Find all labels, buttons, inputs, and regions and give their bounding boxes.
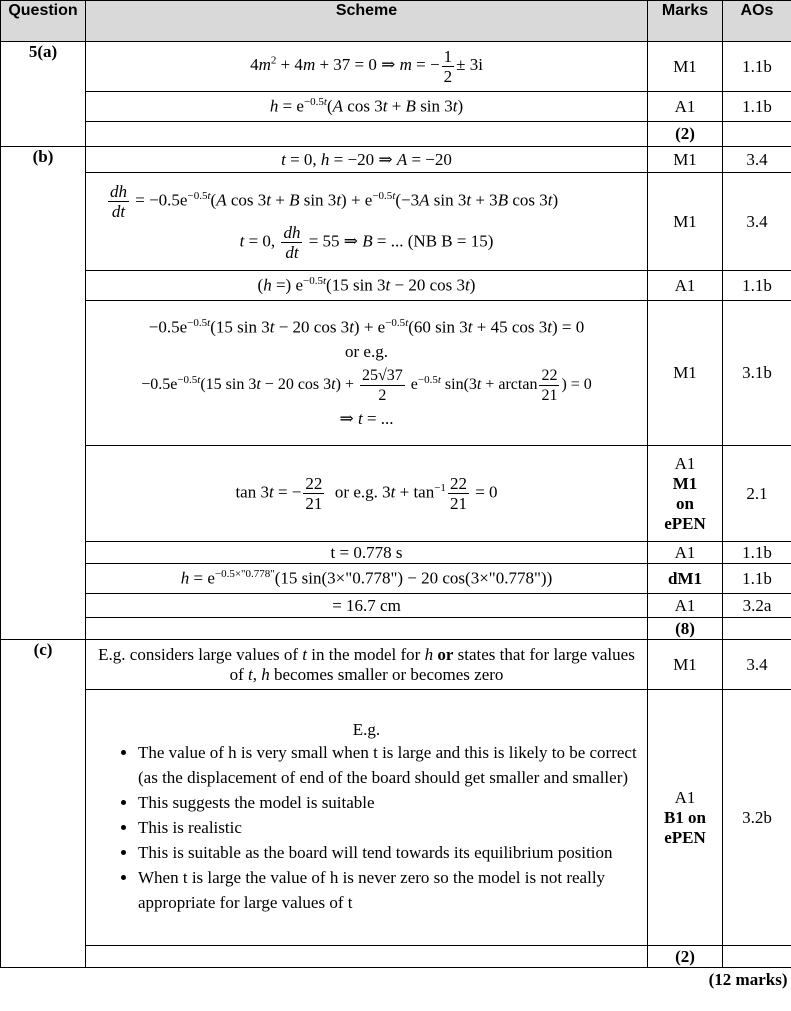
a-ao-2: 1.1b [723, 92, 791, 122]
question-b: (b) [1, 147, 86, 640]
a-scheme-1: $4m^2 + 4m + 37 = 0$ ⇒ m = − $\frac{1}{2}$ ± 3i [86, 42, 648, 92]
b-mark-5-line-3: on [676, 493, 694, 513]
question-5a: 5(a) [1, 42, 86, 147]
b-scheme-3: (h =) $e^{-0.5t}(15$ sin 3t − 20 cos 3t) [86, 271, 648, 301]
b-mark-3: A1 [648, 271, 723, 301]
c-row-2 [1, 690, 791, 946]
header-row [1, 1, 791, 42]
b-row-1 [1, 147, 791, 173]
b-mark-5-line-2: M1 [672, 473, 698, 493]
grand-total-row [1, 968, 791, 992]
b-mark-8: A1 [648, 594, 723, 618]
c-ao-1: 3.4 [723, 640, 791, 690]
c-bullet-list [90, 740, 643, 915]
c-bullet-4: • This is suitable as the board will tend towards its equilibrium position [138, 840, 643, 865]
b-scheme-7: $h = e^{-0.5\times"0.778"}(15$ sin(3×"0.778") − 20 cos(3×"0.778")) [86, 564, 648, 594]
header-marks: Marks [648, 1, 723, 42]
a-mark-2: A1 [648, 92, 723, 122]
b-mark-5 [648, 446, 723, 542]
c-bullet-5: • When t is large the value of h is never zero so the model is not really appropriate for large values of t [138, 865, 643, 915]
b-mark-6: A1 [648, 542, 723, 564]
nb-note: (NB B = 15) [407, 230, 494, 250]
c-bullet-1: • The value of h is very small when t is large and this is likely to be correct (as the displacement of end of the board should get smaller and smaller) [138, 740, 643, 790]
b-scheme-2: $\frac{dh}{dt}$ = $-0.5e^{-0.5t}(A$ cos 3t + B $\sin 3t) + e^{-0.5t}(-3A$ sin 3t + 3B cos 3t) t = 0, $\frac{dh}{dt}$ = 55 ⇒ B = ... (NB B = 15) [86, 173, 648, 271]
c-bullet-3: • This is realistic [138, 815, 643, 840]
b-ao-7: 1.1b [723, 564, 791, 594]
b-row-6 [1, 542, 791, 564]
b-mark-2: M1 [648, 173, 723, 271]
b-row-8 [1, 594, 791, 618]
b-row-3 [1, 271, 791, 301]
b-total: (8) [648, 618, 723, 640]
b-mark-5-line-4: ePEN [664, 513, 706, 533]
b-scheme-1: t = 0, h = −20 ⇒ A = −20 [86, 147, 648, 173]
b-row-7 [1, 564, 791, 594]
b-scheme-5: tan 3t = − $\frac{22}{21}$ or e.g. $3t + \tan^{-1}$ $\frac{22}{21}$ = 0 [86, 446, 648, 542]
b-mark-1: M1 [648, 147, 723, 173]
header-scheme: Scheme [86, 1, 648, 42]
c-eg: E.g. [352, 720, 381, 739]
a-total-row [1, 122, 791, 147]
a-row-2 [1, 92, 791, 122]
question-c: (c) [1, 640, 86, 968]
b-ao-8: 3.2a [723, 594, 791, 618]
header-aos: AOs [723, 1, 791, 42]
c-total-row [1, 946, 791, 968]
a-row-1 [1, 42, 791, 92]
header-question: Question [1, 1, 86, 42]
c-row-1 [1, 640, 791, 690]
c-total: (2) [648, 946, 723, 968]
c-scheme-2 [86, 690, 648, 946]
c-mark-2 [648, 690, 723, 946]
c-mark-2-line-1: A1 [674, 787, 696, 807]
b-ao-4: 3.1b [723, 301, 791, 446]
or-eg-2: or e.g. [334, 482, 378, 502]
b-scheme-6: t = 0.778 s [86, 542, 648, 564]
a-ao-1: 1.1b [723, 42, 791, 92]
c-mark-2-line-3: ePEN [664, 827, 706, 847]
grand-total: (12 marks) [1, 968, 791, 992]
b-row-5 [1, 446, 791, 542]
b-ao-3: 1.1b [723, 271, 791, 301]
c-bullet-2: • This suggests the model is suitable [138, 790, 643, 815]
c-scheme-1: E.g. considers large values of t in the model for h or states that for large values of t, h becomes smaller or becomes zero [86, 640, 648, 690]
b-row-2 [1, 173, 791, 271]
c-mark-2-line-2: B1 on [663, 807, 707, 827]
or-eg-1: or e.g. [345, 341, 388, 361]
c-mark-1: M1 [648, 640, 723, 690]
b-ao-6: 1.1b [723, 542, 791, 564]
b-ao-1: 3.4 [723, 147, 791, 173]
b-mark-7: dM1 [648, 564, 723, 594]
b-row-4 [1, 301, 791, 446]
b-scheme-8: = 16.7 cm [86, 594, 648, 618]
b-mark-4: M1 [648, 301, 723, 446]
b-ao-5: 2.1 [723, 446, 791, 542]
b-total-row [1, 618, 791, 640]
a-total: (2) [648, 122, 723, 147]
a-mark-1: M1 [648, 42, 723, 92]
b-scheme-4: $-0.5e^{-0.5t}(15$ sin 3t − 20 $\cos 3t) + e^{-0.5t}(60$ sin 3t + 45 cos 3t) = 0 or e.g. $-0.5e^{-0.5t}(15$ sin 3t − 20 cos 3t) + $\frac{25√37}{2}$ $e^{-0.5t}$ sin(3t + arctan $\frac{22}{21}$ ) = 0 ⇒ t = ... [86, 301, 648, 446]
b-ao-2: 3.4 [723, 173, 791, 271]
b-mark-5-line-1: A1 [674, 453, 696, 473]
c-ao-2: 3.2b [723, 690, 791, 946]
a-scheme-2: $h = e^{-0.5t}(A$ cos 3t + B sin 3t) [86, 92, 648, 122]
